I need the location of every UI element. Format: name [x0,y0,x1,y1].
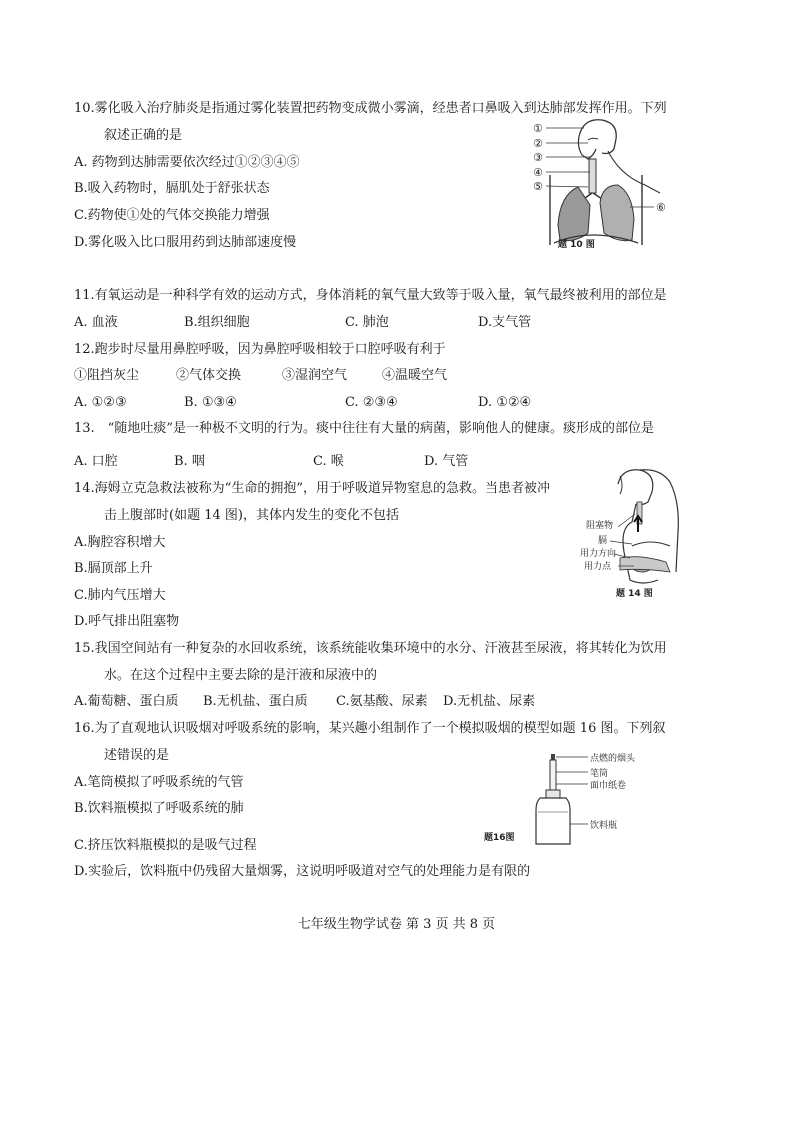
q10-marker-4: ④ [533,166,543,179]
q14-figure-caption: 题 14 图 [616,589,653,599]
q12-item-1: ①阻挡灰尘 [74,368,140,383]
q16-option-d: D.实验后，饮料瓶中仍残留大量烟雾，这说明呼吸道对空气的处理能力是有限的 [74,864,531,879]
q10-option-c: C.药物使①处的气体交换能力增强 [74,208,270,223]
q10-option-a: A. 药物到达肺需要依次经过①②③④⑤ [74,155,300,170]
q14-label-force-direction: 用力方向 [580,549,617,559]
q12-item-3: ③湿润空气 [282,368,348,383]
q13-option-b: B. 咽 [174,454,205,469]
q13-stem: 13. “随地吐痰”是一种极不文明的行为。痰中往往有大量的病菌，影响他人的健康。痰形成的部位是 [74,421,654,436]
q14-option-b: B.膈顶部上升 [74,561,153,576]
q14-label-obstruction: 阻塞物 [586,521,614,531]
page-footer: 七年级生物学试卷 第 3 页 共 8 页 [297,917,496,932]
q15-stem-line1: 15.我国空间站有一种复杂的水回收系统，该系统能收集环境中的水分、汗液甚至尿液，将其转化为饮用 [74,641,667,656]
q12-stem: 12.跑步时尽量用鼻腔呼吸，因为鼻腔呼吸相较于口腔呼吸有利于 [74,342,446,357]
q10-marker-6: ⑥ [656,201,666,214]
q13-option-d: D. 气管 [424,454,469,469]
q12-option-b: B. ①③④ [184,395,237,410]
q15-option-b: B.无机盐、蛋白质 [203,694,308,709]
q11-option-c: C. 肺泡 [345,315,389,330]
q14-stem-line1: 14.海姆立克急救法被称为“生命的拥抱”，用于呼吸道异物窒息的急救。当患者被冲 [74,481,550,496]
q12-option-c: C. ②③④ [345,395,398,410]
q13-option-c: C. 喉 [313,454,344,469]
q14-heimlich-figure [580,462,690,602]
q10-marker-2: ② [533,137,543,150]
q14-option-a: A.胸腔容积增大 [74,535,166,550]
q10-option-b: B.吸入药物时，膈肌处于舒张状态 [74,181,270,196]
q16-label-bottle: 饮料瓶 [590,821,618,831]
q14-stem-line2: 击上腹部时(如题 14 图)，其体内发生的变化不包括 [104,508,399,523]
q10-respiratory-figure [530,115,680,250]
q15-option-c: C.氨基酸、尿素 [336,694,428,709]
q12-option-d: D. ①②④ [478,395,532,410]
q10-marker-1: ① [533,122,543,135]
q11-option-b: B.组织细胞 [184,315,250,330]
q15-option-a: A.葡萄糖、蛋白质 [74,694,179,709]
q16-stem-line1: 16.为了直观地认识吸烟对呼吸系统的影响，某兴趣小组制作了一个模拟吸烟的模型如题 16 图。下列叙 [74,721,666,736]
q16-label-pen-tube: 笔筒 [590,769,609,779]
q10-option-d: D.雾化吸入比口服用药到达肺部速度慢 [74,235,297,250]
q10-stem-line2: 叙述正确的是 [104,128,183,143]
q16-stem-line2: 述错误的是 [104,748,170,763]
q11-stem: 11.有氧运动是一种科学有效的运动方式，身体消耗的氧气量大致等于吸入量，氧气最终被利用的部位是 [74,288,667,303]
q16-smoking-model-figure [480,752,680,848]
q12-option-a: A. ①②③ [74,395,127,410]
q10-stem-line1: 10.雾化吸入治疗肺炎是指通过雾化装置把药物变成微小雾滴，经患者口鼻吸入到达肺部发挥作用。下列 [74,101,667,116]
q11-option-d: D.支气管 [478,315,532,330]
q16-label-cigarette: 点燃的烟头 [590,754,636,764]
q16-label-tissue-roll: 面巾纸卷 [590,781,627,791]
q14-option-c: C.肺内气压增大 [74,588,166,603]
q14-label-force-point: 用力点 [584,562,612,572]
q13-option-a: A. 口腔 [74,454,118,469]
q16-option-c: C.挤压饮料瓶模拟的是吸气过程 [74,838,257,853]
q16-option-b: B.饮料瓶模拟了呼吸系统的肺 [74,801,244,816]
q16-option-a: A.笔筒模拟了呼吸系统的气管 [74,775,244,790]
q10-figure-caption: 题 10 图 [558,240,595,250]
q12-item-2: ②气体交换 [176,368,242,383]
q15-option-d: D.无机盐、尿素 [443,694,536,709]
q12-item-4: ④温暖空气 [382,368,448,383]
q10-marker-5: ⑤ [533,180,543,193]
q11-option-a: A. 血液 [74,315,118,330]
q14-label-diaphragm: 膈 [598,536,608,546]
q15-stem-line2: 水。在这个过程中主要去除的是汗液和尿液中的 [104,668,378,683]
q16-figure-caption: 题16图 [484,833,515,843]
q14-option-d: D.呼气排出阻塞物 [74,614,180,629]
q10-marker-3: ③ [533,151,543,164]
